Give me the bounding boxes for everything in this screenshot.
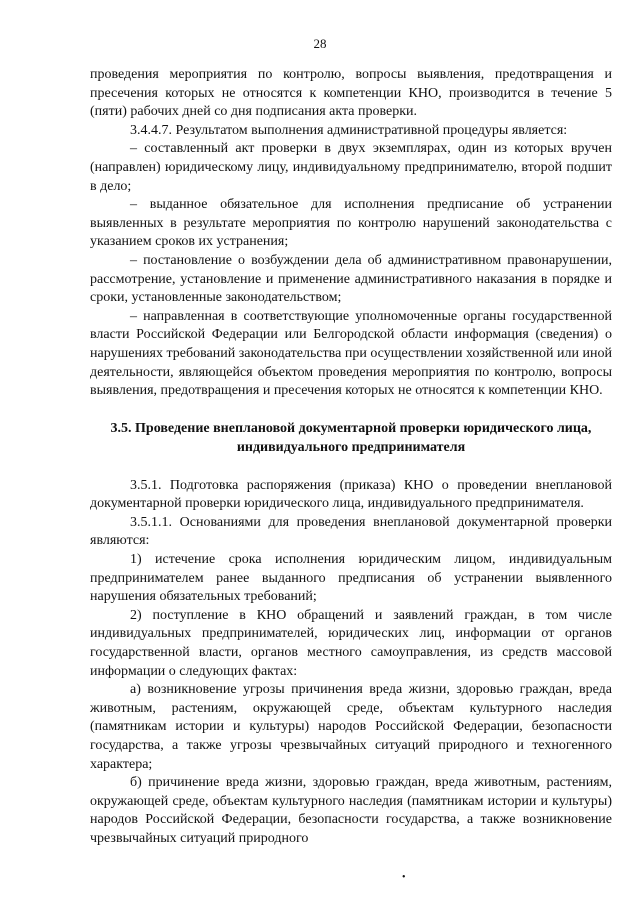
paragraph-continuation: проведения мероприятия по контролю, вопросы выявления, предотвращения и пресечения которых не относятся к компетенции КНО, производится в течение 5 (пяти) рабочих дней со дня подписания акта проверки. — [90, 67, 612, 120]
list-item-prescription: – выданное обязательное для исполнения предписание об устранении выявленных в результате мероприятия по контролю нарушений законодательства с указанием сроков их устранения; — [90, 197, 612, 250]
scan-dot: • — [402, 872, 406, 883]
list-item-1: 1) истечение срока исполнения юридическим лицом, индивидуальным предпринимателем ранее выданного предписания об устранении выявленного нарушения обязательных требований; — [90, 552, 612, 605]
paragraph-result-clause: 3.4.4.7. Результатом выполнения административной процедуры является: — [130, 122, 568, 138]
page-number: 28 — [313, 36, 327, 51]
paragraph-3-5-1: 3.5.1. Подготовка распоряжения (приказа) КНО о проведении внеплановой документарной проверки юридического лица, индивидуального предпринимателя. — [90, 477, 612, 512]
paragraph-3-5-1-1: 3.5.1.1. Основаниями для проведения внеплановой документарной проверки являются: — [90, 514, 612, 549]
list-item-act: – составленный акт проверки в двух экземплярах, один из которых вручен (направлен) юридическому лицу, индивидуальному предпринимателю, второй подшит в дело; — [90, 141, 612, 194]
section-heading: 3.5. Проведение внеплановой документарной проверки юридического лица, индивидуального предпринимателя — [110, 420, 592, 455]
list-item-information: – направленная в соответствующие уполномоченные органы государственной власти Российской Федерации или Белгородской области информация (сведения) о нарушениях требований законодательства при осуществлении хозяйственной или иной деятельности, являющейся объектом проведения мероприятия по контролю, вопросы выявления, предотвращения и пресечения которых не относятся к компетенции КНО. — [90, 308, 612, 399]
list-item-a: а) возникновение угрозы причинения вреда жизни, здоровью граждан, вреда животным, растениям, окружающей среде, объектам культурного наследия (памятникам истории и культуры) народов Российской Федерации, безопасности государства, а также угрозы чрезвычайных ситуаций природного и техногенного характера; — [90, 682, 612, 772]
list-item-resolution: – постановление о возбуждении дела об административном правонарушении, рассмотрение, установление и применение административного наказания в порядке и сроки, установленные законодательством; — [90, 252, 612, 306]
list-item-b: б) причинение вреда жизни, здоровью граждан, вреда животным, растениям, окружающей среде, объектам культурного наследия (памятникам истории и культуры) народов Российской Федерации, безопасности государства, а также возникновение чрезвычайных ситуаций природного — [90, 775, 612, 846]
list-item-2: 2) поступление в КНО обращений и заявлений граждан, в том числе индивидуальных предпринимателей, юридических лиц, информации от органов государственной власти, органов местного самоуправления, из средств массовой информации о следующих фактах: — [90, 607, 612, 679]
document-body — [90, 66, 612, 849]
